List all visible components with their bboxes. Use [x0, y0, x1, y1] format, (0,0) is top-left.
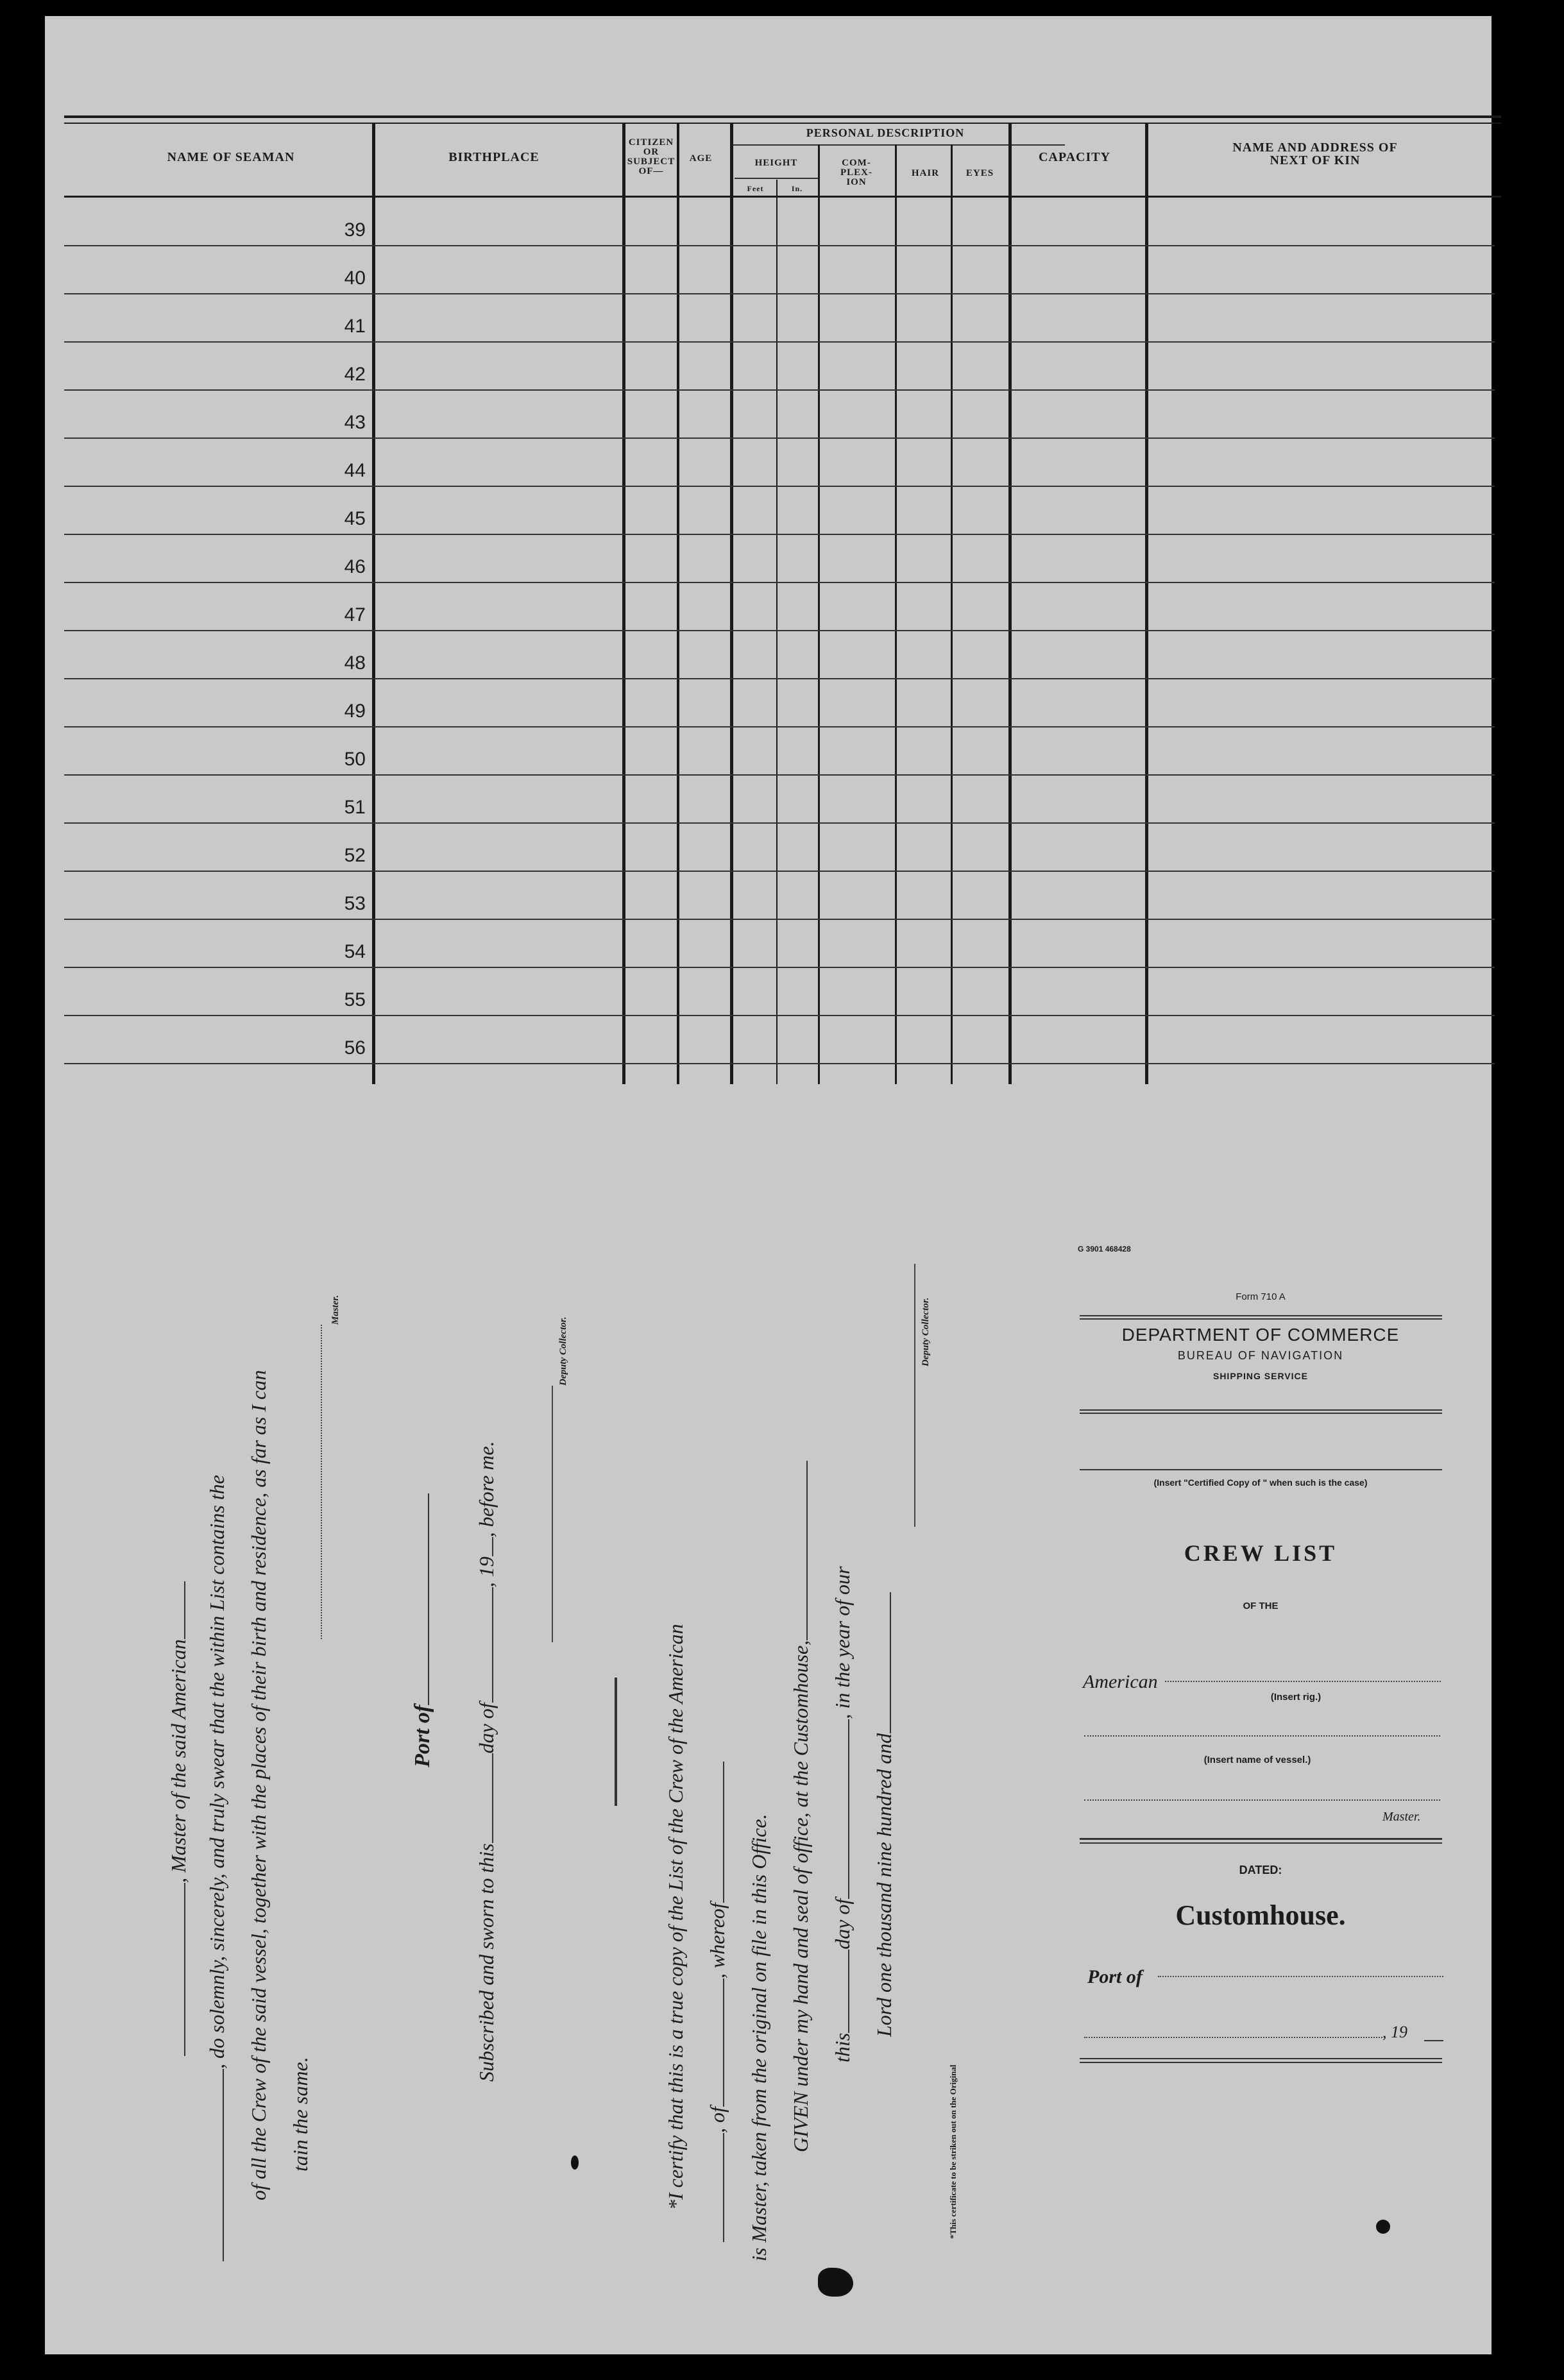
- personal-sub-rule: [731, 144, 1065, 146]
- row-number: 55: [344, 989, 366, 1010]
- cover-of-the: OF THE: [1243, 1601, 1279, 1611]
- row-number: 53: [344, 893, 366, 914]
- cert-text-5b: day of: [831, 1898, 854, 1950]
- table-row-rule: [64, 1063, 1495, 1064]
- table-row-rule: [64, 534, 1495, 535]
- table-row-rule: [64, 678, 1495, 679]
- table-row-rule: [64, 486, 1495, 487]
- oath-port-of: [411, 1493, 435, 1767]
- header-citizen-2: OR: [643, 147, 659, 157]
- stain: [818, 2268, 853, 2297]
- header-citizen-3: SUBJECT: [627, 157, 676, 167]
- certificate-line-4: [789, 1461, 813, 2152]
- certificate-line-5: [831, 1566, 854, 2062]
- deputy-signature-line: [552, 1386, 554, 1642]
- col-rule-age: [730, 124, 733, 1084]
- oath-line-2: [205, 1475, 229, 2261]
- cover-form-number: Form 710 A: [1236, 1291, 1286, 1302]
- table-row-rule: [64, 726, 1495, 727]
- header-name-of-seaman: NAME OF SEAMAN: [167, 150, 295, 164]
- certificate-line-2: [706, 1762, 729, 2242]
- row-number: 42: [344, 364, 366, 385]
- row-number: 54: [344, 941, 366, 962]
- blank: [708, 1978, 724, 2107]
- cover-insert-name: (Insert name of vessel.): [1203, 1755, 1311, 1765]
- blank: [833, 1950, 849, 2033]
- header-inches: In.: [791, 184, 803, 193]
- header-feet: Feet: [747, 184, 764, 193]
- cover-top-rule: [1080, 1315, 1442, 1320]
- row-number: 40: [344, 268, 366, 289]
- row-number: 51: [344, 797, 366, 818]
- table-row-rule: [64, 582, 1495, 583]
- header-citizen: [622, 138, 680, 176]
- cover-rule-4: [1080, 1838, 1442, 1844]
- row-number: 52: [344, 845, 366, 866]
- header-complexion: [818, 158, 895, 187]
- col-rule-hair: [951, 144, 953, 1084]
- blank: [169, 1883, 185, 2056]
- header-hair: HAIR: [911, 168, 940, 178]
- blank: [833, 1719, 849, 1899]
- header-kin-1: NAME AND ADDRESS OF: [1232, 140, 1398, 155]
- blank: [412, 1493, 429, 1705]
- vessel-rig-blank: [1165, 1681, 1441, 1682]
- oath-line-4: [289, 2057, 312, 2172]
- row-number: 41: [344, 316, 366, 337]
- header-birthplace: BIRTHPLACE: [448, 150, 540, 164]
- blank: [477, 1587, 493, 1703]
- stain: [1376, 2220, 1390, 2234]
- cover-year-19: , 19: [1382, 2023, 1407, 2041]
- document-sheet: [45, 16, 1492, 2354]
- blank: [791, 1461, 808, 1640]
- col-rule-eyes: [1008, 124, 1012, 1084]
- header-next-of-kin: [1155, 141, 1475, 167]
- col-rule-citizen: [677, 124, 679, 1084]
- blank: [477, 1537, 493, 1556]
- divider-bar: [615, 1678, 617, 1806]
- cert-text-2a: , of: [706, 2107, 729, 2133]
- header-complexion-3: ION: [846, 177, 867, 187]
- cover-rule-3: [1080, 1469, 1442, 1470]
- cover-customhouse: Customhouse.: [1175, 1900, 1346, 1931]
- cert-text-5a: this: [831, 2032, 854, 2062]
- oath-line-3: [247, 1370, 271, 2200]
- table-row-rule: [64, 293, 1495, 294]
- header-capacity: CAPACITY: [1038, 150, 1111, 164]
- table-row-rule: [64, 967, 1495, 968]
- blank: [477, 1753, 493, 1843]
- oath-text-3: of all the Crew of the said vessel, together with the places of their birth and residence, as far as I can: [247, 1370, 270, 2200]
- oath-text-1: , Master of the said American: [167, 1639, 190, 1883]
- cover-insert-rig: (Insert rig.): [1270, 1692, 1322, 1703]
- table-top-rule-2: [64, 123, 1501, 124]
- header-complexion-1: COM-: [842, 158, 871, 168]
- table-row-rule: [64, 630, 1495, 631]
- cert-text-5c: , in the year of our: [831, 1566, 854, 1719]
- row-number: 56: [344, 1037, 366, 1058]
- header-personal-description: PERSONAL DESCRIPTION: [806, 126, 965, 139]
- cert-text-3: is Master, taken from the original on file in this Office.: [747, 1814, 770, 2261]
- oath-subscribed-line: [475, 1441, 498, 2082]
- col-rule-name: [372, 124, 375, 1084]
- blank: [169, 1581, 185, 1639]
- table-row-rule: [64, 774, 1495, 776]
- table-row-rule: [64, 438, 1495, 439]
- cover-year-blank: [1424, 2040, 1443, 2041]
- stain: [571, 2155, 579, 2170]
- cover-dated: DATED:: [1239, 1864, 1282, 1876]
- vessel-name-blank: [1084, 1735, 1440, 1737]
- col-rule-capacity: [1145, 124, 1148, 1084]
- oath-text-2: , do solemnly, sincerely, and truly swear that the within List contains the: [205, 1475, 228, 2069]
- certificate-line-1: [664, 1624, 688, 2210]
- before-me-text: , before me.: [475, 1441, 498, 1538]
- row-number: 46: [344, 556, 366, 577]
- table-row-rule: [64, 389, 1495, 391]
- row-number: 49: [344, 701, 366, 722]
- table-row-rule: [64, 871, 1495, 872]
- table-row-rule: [64, 919, 1495, 920]
- col-rule-inches: [818, 144, 820, 1084]
- cover-master: Master.: [1382, 1810, 1421, 1824]
- blank: [207, 2069, 224, 2261]
- cover-port-of: Port of: [1087, 1966, 1143, 1987]
- col-rule-feet: [776, 180, 778, 1084]
- table-top-rule-1: [64, 115, 1501, 118]
- header-eyes: EYES: [965, 168, 994, 178]
- row-number: 45: [344, 508, 366, 529]
- cover-bureau: BUREAU OF NAVIGATION: [1177, 1349, 1344, 1362]
- blank: [874, 1592, 891, 1733]
- blank: [708, 2133, 724, 2242]
- table-row-rule: [64, 822, 1495, 824]
- header-citizen-1: CITIZEN: [628, 137, 674, 148]
- table-row-rule: [64, 1015, 1495, 1016]
- cert-text-4: GIVEN under my hand and seal of office, at the Customhouse,: [789, 1640, 812, 2152]
- certificate-footnote: *This certificate to be striken out on the Original: [948, 2064, 958, 2239]
- cert-text-1: *I certify that this is a true copy of the List of the Crew of the American: [664, 1624, 687, 2210]
- date-blank: [1084, 2037, 1382, 2038]
- port-blank: [1158, 1976, 1443, 1977]
- master-name-blank: [1084, 1799, 1440, 1801]
- cover-crew-list: CREW LIST: [1184, 1540, 1338, 1566]
- row-number: 48: [344, 652, 366, 674]
- cover-american: American: [1083, 1671, 1158, 1692]
- subscribed-text: Subscribed and sworn to this: [475, 1843, 498, 2082]
- header-kin-2: NEXT OF KIN: [1270, 153, 1361, 167]
- header-complexion-2: PLEX-: [840, 167, 872, 178]
- certificate-deputy-collector: Deputy Collector.: [921, 1297, 931, 1366]
- day-of-text: day of: [475, 1703, 498, 1754]
- row-number: 47: [344, 604, 366, 625]
- row-number: 50: [344, 749, 366, 770]
- year-19-text: , 19: [475, 1556, 498, 1588]
- row-number: 44: [344, 460, 366, 481]
- row-number: 43: [344, 412, 366, 433]
- row-number: 39: [344, 219, 366, 241]
- oath-deputy-collector: Deputy Collector.: [558, 1316, 568, 1386]
- master-label: Master.: [330, 1295, 341, 1325]
- certificate-line-6: [872, 1592, 896, 2037]
- col-rule-complexion: [895, 144, 897, 1084]
- table-header-bottom-rule: [64, 196, 1501, 198]
- height-sub-rule: [735, 178, 818, 179]
- certificate-line-3: [747, 1814, 771, 2261]
- cover-service: SHIPPING SERVICE: [1212, 1371, 1308, 1381]
- cover-bottom-rule: [1080, 2058, 1442, 2063]
- cert-deputy-signature-line: [914, 1264, 917, 1527]
- oath-port-of-label: Port of: [411, 1704, 434, 1767]
- header-height: HEIGHT: [754, 158, 798, 168]
- table-row-rule: [64, 245, 1495, 246]
- header-age: AGE: [689, 153, 713, 164]
- cert-text-6: Lord one thousand nine hundred and: [872, 1733, 896, 2037]
- table-row-rule: [64, 341, 1495, 343]
- cover-rule-2: [1080, 1409, 1442, 1414]
- cover-print-code: G 3901 468428: [1078, 1245, 1131, 1254]
- oath-text-4: tain the same.: [289, 2057, 312, 2172]
- master-signature-line: [321, 1325, 323, 1639]
- col-rule-birthplace: [622, 124, 625, 1084]
- header-citizen-4: OF—: [638, 166, 664, 176]
- blank: [708, 1762, 724, 1903]
- cover-insert-certified: (Insert "Certified Copy of " when such is the case): [1153, 1477, 1368, 1488]
- cert-text-2b: , whereof: [706, 1903, 729, 1979]
- cover-department: DEPARTMENT OF COMMERCE: [1121, 1325, 1400, 1345]
- oath-line-1: [167, 1581, 191, 2056]
